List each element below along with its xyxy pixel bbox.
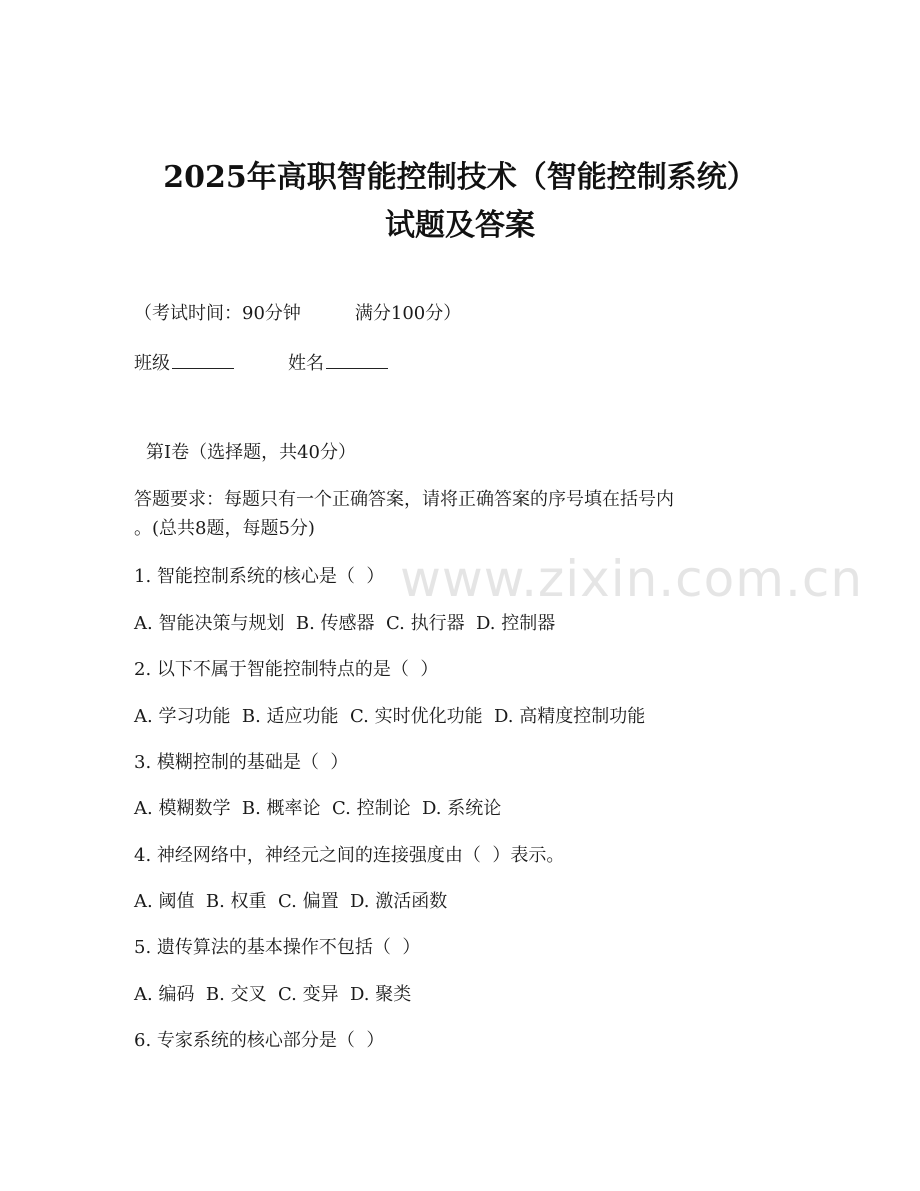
question-5: 5. 遗传算法的基本操作不包括（ ）: [134, 937, 421, 958]
question-4-options: A. 阈值 B. 权重 C. 偏置 D. 激活函数: [134, 891, 448, 912]
exam-info: [134, 302, 461, 326]
question-3: 3. 模糊控制的基础是（ ）: [134, 752, 349, 773]
name-label: 姓名: [288, 353, 324, 374]
question-2-options: A. 学习功能 B. 适应功能 C. 实时优化功能 D. 高精度控制功能: [134, 706, 646, 727]
document-title-line-1: 2025年高职智能控制技术（智能控制系统）: [163, 160, 757, 195]
exam-score: 满分100分）: [354, 303, 462, 324]
watermark: www.zixin.com.cn: [400, 550, 864, 608]
question-1-options: A. 智能决策与规划 B. 传感器 C. 执行器 D. 控制器: [134, 613, 556, 634]
section-heading: 第Ⅰ卷（选择题，共40分）: [146, 442, 357, 463]
question-1: 1. 智能控制系统的核心是（ ）: [134, 566, 385, 587]
instructions-line-2: 。(总共8题，每题5分): [134, 518, 315, 539]
exam-time: （考试时间：90分钟: [134, 303, 301, 324]
question-5-options: A. 编码 B. 交叉 C. 变异 D. 聚类: [134, 984, 412, 1005]
question-4: 4. 神经网络中，神经元之间的连接强度由（ ）表示。: [134, 845, 565, 866]
instructions-line-1: 答题要求：每题只有一个正确答案，请将正确答案的序号填在括号内: [134, 489, 674, 510]
class-label: 班级: [134, 353, 170, 374]
class-blank[interactable]: [172, 350, 234, 369]
question-6: 6. 专家系统的核心部分是（ ）: [134, 1030, 385, 1051]
question-2: 2. 以下不属于智能控制特点的是（ ）: [134, 659, 439, 680]
document-title-line-2: 试题及答案: [385, 208, 535, 243]
name-blank[interactable]: [326, 350, 388, 369]
question-3-options: A. 模糊数学 B. 概率论 C. 控制论 D. 系统论: [134, 798, 502, 819]
student-fields: [134, 350, 388, 376]
